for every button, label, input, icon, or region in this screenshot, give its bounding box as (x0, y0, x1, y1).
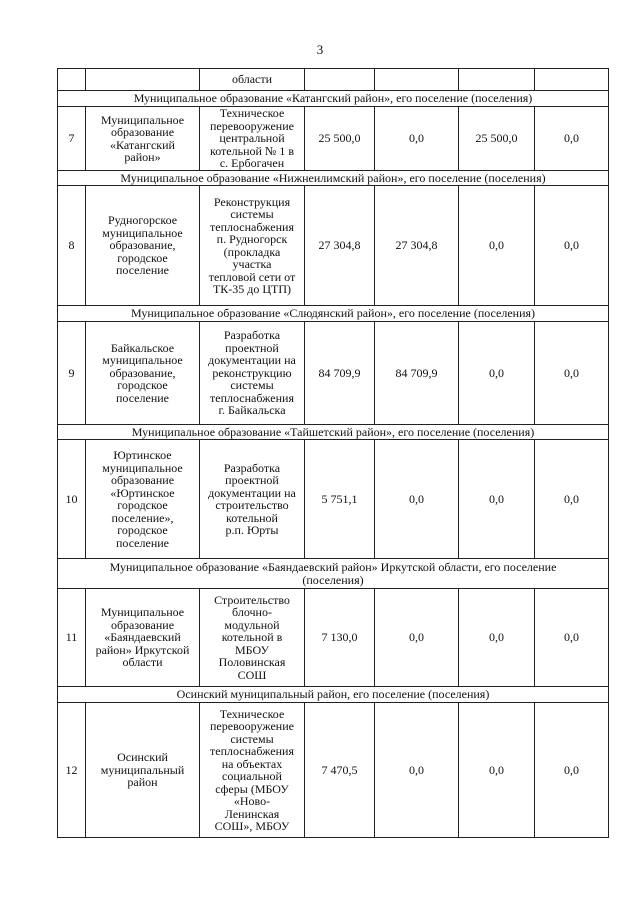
cell-v2 (459, 69, 535, 91)
section-header-row (58, 687, 609, 703)
project-cell: Техническое перевооружение системы теплоснабжения на объектах социальной сферы (МБОУ «Ново- Ленинская СОШ», МБОУ (200, 703, 305, 838)
project-cell: Реконструкция системы теплоснабжения п. Рудногорск (прокладка участка тепловой сети от ТК-35 до ЦТП) (200, 186, 305, 306)
project-cell: Разработка проектной документации на строительство котельной р.п. Юрты (200, 440, 305, 559)
section-title: Осинский муниципальный район, его поселение (поселения) (58, 687, 609, 703)
value-cell: 0,0 (375, 107, 459, 171)
section-header-row (58, 91, 609, 107)
value-cell: 0,0 (459, 440, 535, 559)
cell-project: области (200, 69, 305, 91)
value-cell: 0,0 (459, 322, 535, 425)
row-number: 8 (58, 186, 86, 306)
total-cell: 5 751,1 (305, 440, 375, 559)
row-number: 12 (58, 703, 86, 838)
cell-v1 (375, 69, 459, 91)
cell-municipality (86, 69, 200, 91)
total-cell: 27 304,8 (305, 186, 375, 306)
municipality-cell: Муниципальное образование «Катангский район» (86, 107, 200, 171)
table-row (58, 186, 609, 306)
cell-num (58, 69, 86, 91)
section-header-row (58, 306, 609, 322)
value-cell: 0,0 (535, 440, 609, 559)
value-cell: 84 709,9 (375, 322, 459, 425)
value-cell: 0,0 (535, 107, 609, 171)
row-number: 7 (58, 107, 86, 171)
continuation-row (58, 69, 609, 91)
row-number: 11 (58, 589, 86, 687)
value-cell: 0,0 (375, 440, 459, 559)
total-cell: 84 709,9 (305, 322, 375, 425)
projects-table (57, 68, 609, 838)
value-cell: 0,0 (459, 589, 535, 687)
value-cell: 0,0 (535, 186, 609, 306)
project-cell: Строительство блочно- модульной котельной в МБОУ Половинская СОШ (200, 589, 305, 687)
value-cell: 27 304,8 (375, 186, 459, 306)
value-cell: 25 500,0 (459, 107, 535, 171)
cell-v3 (535, 69, 609, 91)
total-cell: 25 500,0 (305, 107, 375, 171)
value-cell: 0,0 (375, 589, 459, 687)
table-row (58, 703, 609, 838)
municipality-cell: Юртинское муниципальное образование «Юртинское городское поселение», городское поселение (86, 440, 200, 559)
project-cell: Разработка проектной документации на реконструкцию системы теплоснабжения г. Байкальска (200, 322, 305, 425)
section-header-row (58, 559, 609, 589)
cell-total (305, 69, 375, 91)
value-cell: 0,0 (459, 703, 535, 838)
table-row (58, 589, 609, 687)
total-cell: 7 130,0 (305, 589, 375, 687)
municipality-cell: Осинский муниципальный район (86, 703, 200, 838)
municipality-cell: Рудногорское муниципальное образование, городское поселение (86, 186, 200, 306)
section-title: Муниципальное образование «Нижнеилимский район», его поселение (поселения) (58, 171, 609, 186)
page-number: 3 (316, 42, 324, 57)
section-title: Муниципальное образование «Тайшетский район», его поселение (поселения) (58, 425, 609, 440)
value-cell: 0,0 (535, 703, 609, 838)
section-title: Муниципальное образование «Катангский район», его поселение (поселения) (58, 91, 609, 107)
total-cell: 7 470,5 (305, 703, 375, 838)
section-header-row (58, 425, 609, 440)
section-title: Муниципальное образование «Баяндаевский район» Иркутской области, его поселение (поселения) (58, 559, 609, 589)
municipality-cell: Байкальское муниципальное образование, городское поселение (86, 322, 200, 425)
row-number: 9 (58, 322, 86, 425)
value-cell: 0,0 (459, 186, 535, 306)
table-row (58, 440, 609, 559)
value-cell: 0,0 (535, 322, 609, 425)
municipality-cell: Муниципальное образование «Баяндаевский район» Иркутской области (86, 589, 200, 687)
table-row (58, 107, 609, 171)
value-cell: 0,0 (535, 589, 609, 687)
row-number: 10 (58, 440, 86, 559)
table-row (58, 322, 609, 425)
project-cell: Техническое перевооружение центральной котельной № 1 в с. Ербогачен (200, 107, 305, 171)
section-header-row (58, 171, 609, 186)
value-cell: 0,0 (375, 703, 459, 838)
section-title: Муниципальное образование «Слюдянский район», его поселение (поселения) (58, 306, 609, 322)
